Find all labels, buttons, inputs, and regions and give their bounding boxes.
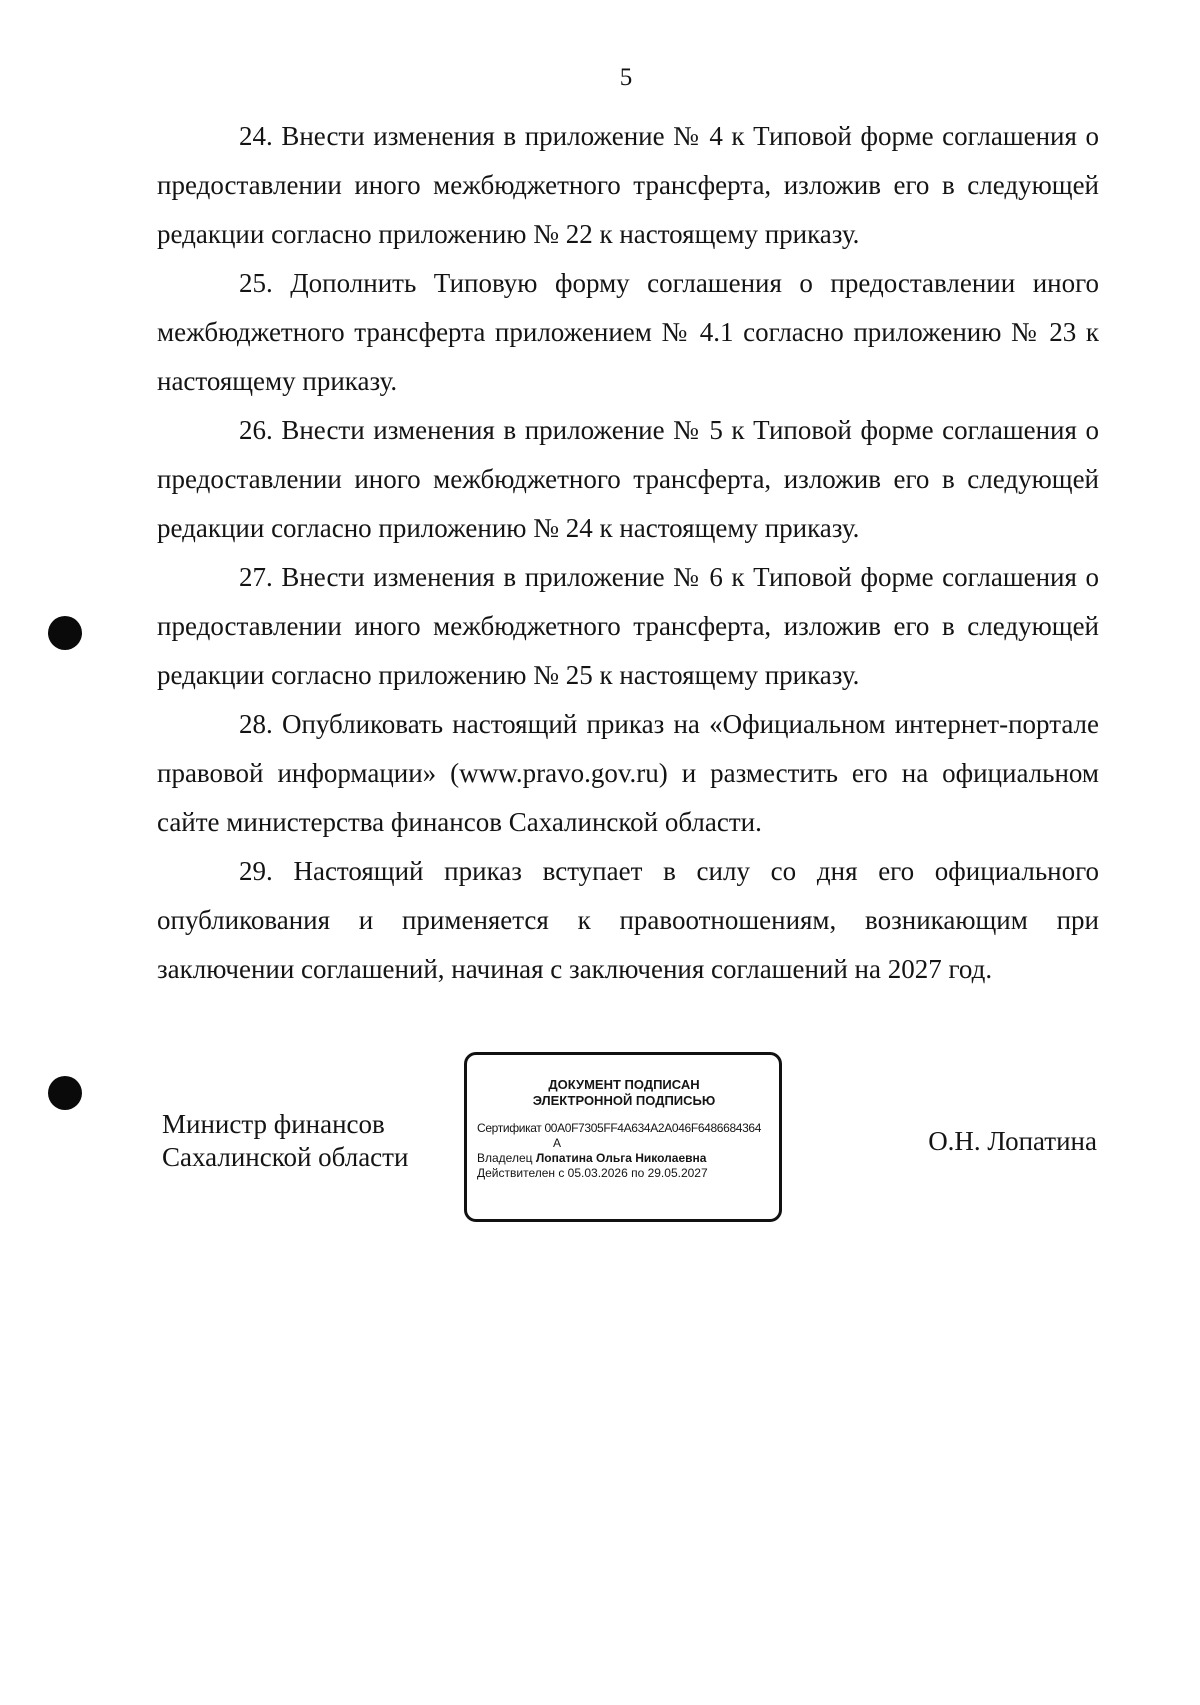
punch-hole-lower [48,1076,82,1110]
signer-position [162,1108,408,1174]
paragraph-24: 24. Внести изменения в приложение № 4 к Типовой форме соглашения о предоставлении иного межбюджетного трансферта, изложив его в следующей редакции согласно приложению № 22 к настоящему приказу. [157,121,1099,249]
stamp-certificate-tail: A [553,1136,562,1150]
signer-position-line-1: Министр финансов [162,1109,385,1139]
stamp-owner-name: Лопатина Ольга Николаевна [535,1151,707,1165]
stamp-certificate-label: Сертификат [477,1121,542,1135]
paragraph-29: 29. Настоящий приказ вступает в силу со дня его официального опубликования и применяется к правоотношениям, возникающим при заключении соглашений, начиная с заключения соглашений на 2027 год. [157,856,1099,984]
paragraph-25: 25. Дополнить Типовую форму соглашения о предоставлении иного межбюджетного трансферта приложением № 4.1 согласно приложению № 23 к настоящему приказу. [157,268,1099,396]
electronic-signature-stamp [464,1052,782,1222]
punch-hole-upper [48,616,82,650]
signer-position-line-2: Сахалинской области [162,1142,409,1172]
stamp-certificate-number: 00A0F7305FF4A634A2A046F6486684364 [544,1121,762,1135]
stamp-validity: Действителен с 05.03.2026 по 29.05.2027 [477,1166,708,1180]
paragraph-28: 28. Опубликовать настоящий приказ на «Официальном интернет-портале правовой информации» (www.pravo.gov.ru) и разместить его на официальном сайте министерства финансов Сахалинской области. [157,709,1099,837]
stamp-owner-label: Владелец [477,1151,533,1165]
paragraph-27: 27. Внести изменения в приложение № 6 к Типовой форме соглашения о предоставлении иного межбюджетного трансферта, изложив его в следующей редакции согласно приложению № 25 к настоящему приказу. [157,562,1099,690]
stamp-title-line-1: ДОКУМЕНТ ПОДПИСАН [548,1077,700,1092]
stamp-title-line-2: ЭЛЕКТРОННОЙ ПОДПИСЬЮ [532,1093,716,1108]
stamp-certificate [477,1121,771,1136]
signer-name: О.Н. Лопатина [928,1126,1097,1156]
stamp-owner [477,1151,771,1166]
paragraph-26: 26. Внести изменения в приложение № 5 к Типовой форме соглашения о предоставлении иного межбюджетного трансферта, изложив его в следующей редакции согласно приложению № 24 к настоящему приказу. [157,415,1099,543]
page-number: 5 [619,64,633,91]
